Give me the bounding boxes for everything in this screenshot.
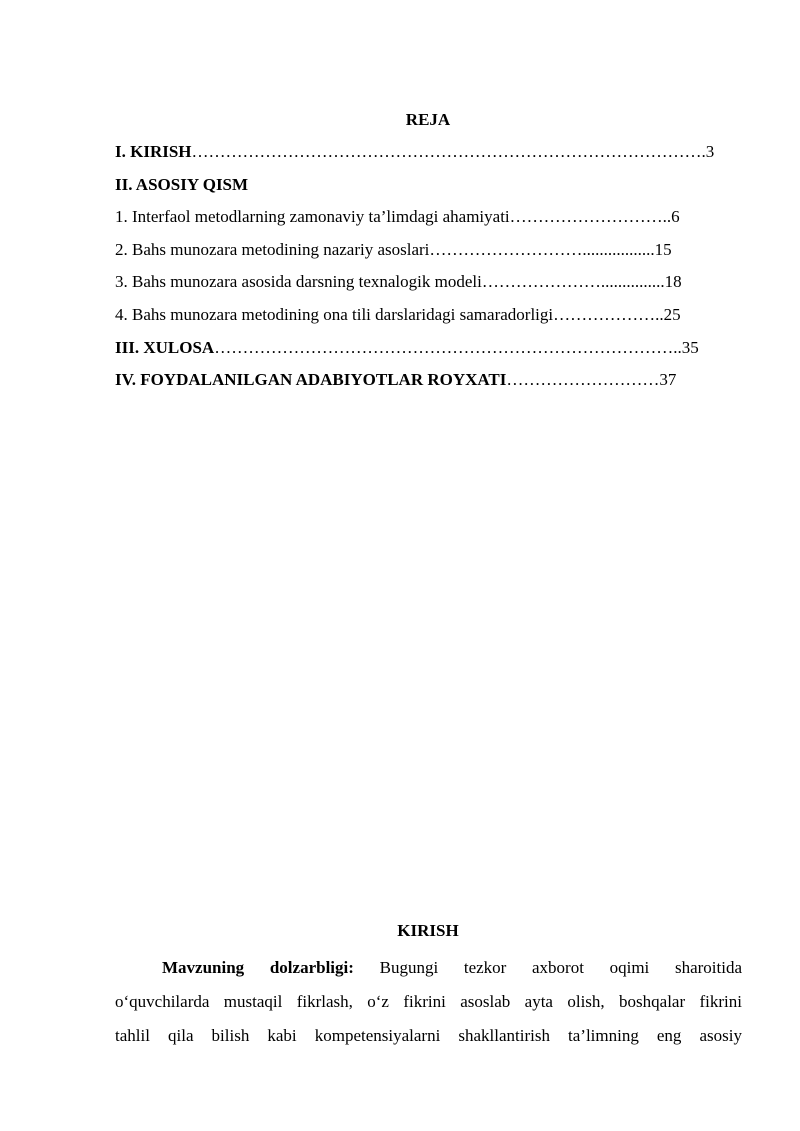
paragraph-line: tahlil qila bilish kabi kompetensiyalarni shakllantirish ta’limning eng asosiy — [115, 1026, 742, 1045]
toc-entry-1 — [115, 207, 680, 227]
lead-text: Mavzuning dolzarbligi: — [162, 958, 354, 977]
toc-entry-kirish — [115, 142, 714, 162]
toc-entry-dots: …………………............... — [481, 272, 665, 291]
toc-entry-dots: ………………………………………………………………………………. — [191, 142, 706, 161]
toc-entry-3 — [115, 272, 682, 292]
toc-entry-2 — [115, 240, 672, 260]
toc-entry-title: 4. Bahs munozara metodining ona tili darslaridagi samaradorligi — [115, 305, 554, 324]
toc-entry-title: II. ASOSIY QISM — [115, 175, 249, 194]
toc-entry-title: III. XULOSA — [115, 338, 215, 357]
toc-entry-4 — [115, 305, 681, 325]
toc-entry-title: 1. Interfaol metodlarning zamonaviy ta’limdagi ahamiyati — [115, 207, 510, 226]
toc-entry-title: I. KIRISH — [115, 142, 192, 161]
toc-entry-page: 35 — [681, 338, 699, 357]
kirish-title: KIRISH — [397, 921, 459, 940]
line-text: Bugungi tezkor axborot oqimi sharoitida — [379, 958, 743, 977]
toc-entry-page: 15 — [654, 240, 672, 259]
toc-entry-asosiy-qism — [115, 175, 248, 195]
toc-entry-dots: ……………….. — [553, 305, 664, 324]
toc-entry-title: 3. Bahs munozara asosida darsning texnalogik modeli — [115, 272, 482, 291]
toc-entry-dots: ……………………………………………………………………….. — [214, 338, 682, 357]
paragraph-line: o‘quvchilarda mustaqil fikrlash, o‘z fikrini asoslab ayta olish, boshqalar fikrini — [115, 992, 742, 1011]
toc-entry-page: 6 — [671, 207, 680, 226]
toc-entry-page: 37 — [659, 370, 677, 389]
toc-entry-title: 2. Bahs munozara metodining nazariy asoslari — [115, 240, 430, 259]
toc-entry-page: 25 — [663, 305, 681, 324]
toc-entry-dots: ………………………................. — [429, 240, 655, 259]
kirish-paragraph — [115, 951, 742, 1053]
paragraph-line — [115, 951, 742, 985]
toc-entry-page: 3 — [705, 142, 715, 161]
toc-entry-title: IV. FOYDALANILGAN ADABIYOTLAR ROYXATI — [115, 370, 507, 389]
toc-entry-adabiyotlar — [115, 370, 676, 390]
toc-entry-xulosa — [115, 338, 699, 358]
toc-entry-dots: ……………………… — [506, 370, 660, 389]
toc-entry-dots: ……………………….. — [509, 207, 672, 226]
reja-title: REJA — [405, 110, 451, 129]
toc-entry-page: 18 — [664, 272, 682, 291]
